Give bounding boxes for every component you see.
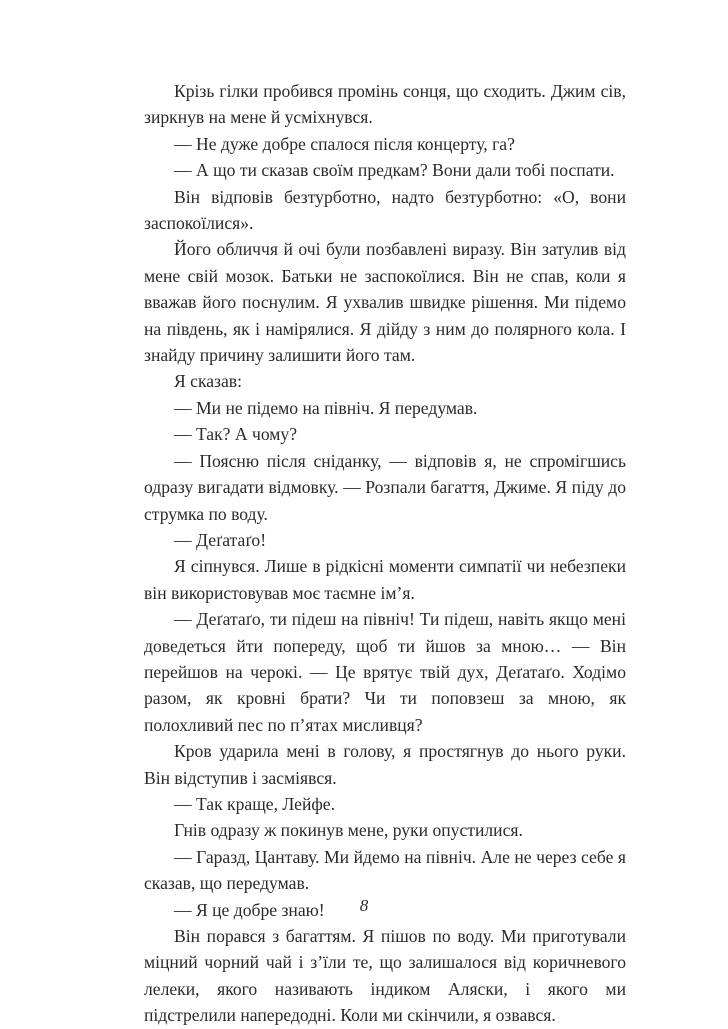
paragraph: Він порався з багаттям. Я пішов по воду. Ми приготували міцний чорний чай і з’їли те, що залишалося від коричневого лелеки, якого називають індиком Аляски, і якого ми підстрелили напередодні. Коли ми скінчили, я озвався. bbox=[144, 926, 626, 1026]
paragraph: Я сказав: bbox=[174, 371, 242, 392]
paragraph: Він відповів безтурботно, надто безтурботно: «О, вони заспокоїлися». bbox=[144, 186, 626, 234]
paragraph: — Так краще, Лейфе. bbox=[174, 793, 336, 814]
paragraph: — Не дуже добре спалося після концерту, га? bbox=[174, 133, 515, 154]
paragraph: Кров ударила мені в голову, я простягнув до нього руки. Він відступив і засміявся. bbox=[144, 741, 626, 788]
paragraph: Крізь гілки пробився промінь сонця, що сходить. Джим сів, зиркнув на мене й усміхнувся. bbox=[144, 81, 626, 128]
paragraph: Я сіпнувся. Лише в рідкісні моменти симпатії чи небезпеки він використовував моє таємне ім’я. bbox=[144, 556, 626, 603]
paragraph: — Деґатаґо, ти підеш на північ! Ти підеш, навіть якщо мені доведеться йти попереду, щоб ти йшов за мною… — Він перейшов на черокі. — Це врятує твій дух, Деґатаґо. Ходімо разом, як кровні брати? Чи ти поповзеш за мною, як полохливий пес по п’ятах мисливця? bbox=[144, 609, 626, 735]
paragraph: — Так? А чому? bbox=[174, 424, 298, 445]
paragraph: Його обличчя й очі були позбавлені виразу. Він затулив від мене свій мозок. Батьки не заспокоїлися. Він не спав, коли я вважав його поснулим. Я ухвалив швидке рішення. Ми підемо на південь, як і намірялися. Я дійду з ним до полярного кола. І знайду причину залишити його там. bbox=[144, 239, 626, 366]
paragraph: Гнів одразу ж покинув мене, руки опустилися. bbox=[174, 820, 523, 841]
paragraph: — Деґатаґо! bbox=[174, 529, 267, 550]
paragraph: — Гаразд, Цантаву. Ми йдемо на північ. Але не через себе я сказав, що передумав. bbox=[144, 846, 626, 894]
paragraph: — Я це добре знаю! bbox=[174, 899, 325, 920]
paragraph: — Ми не підемо на північ. Я передумав. bbox=[174, 397, 478, 418]
paragraph: — Поясню після сніданку, — відповів я, не спромігшись одразу вигадати відмовку. — Розпали багаття, Джиме. Я піду до струмка по воду. bbox=[144, 450, 626, 524]
body-text bbox=[144, 78, 626, 1029]
paragraph: — А що ти сказав своїм предкам? Вони дали тобі поспати. bbox=[174, 160, 615, 181]
page-number: 8 bbox=[359, 896, 369, 915]
